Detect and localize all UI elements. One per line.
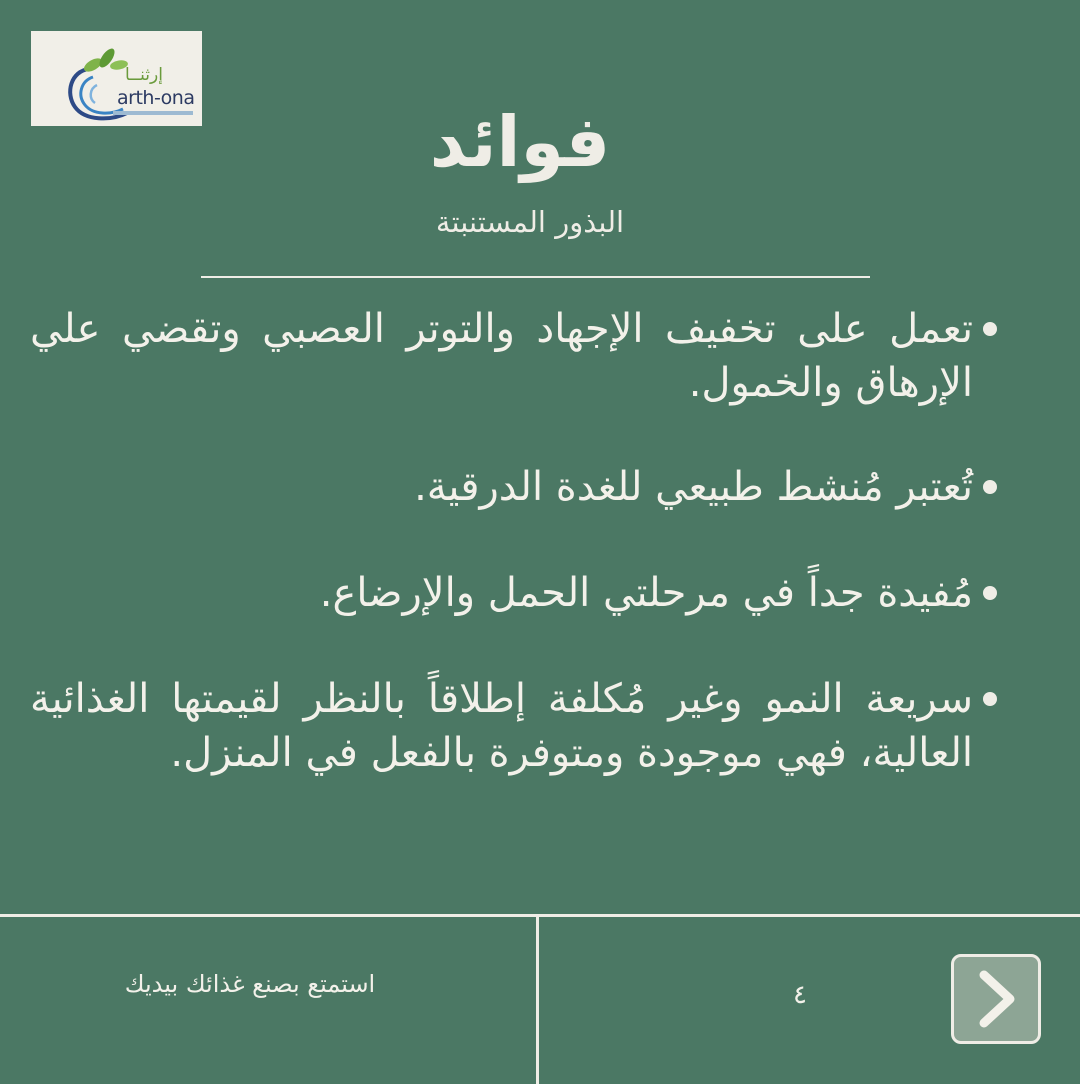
- bullet-dot: [983, 586, 997, 600]
- logo: [31, 31, 202, 126]
- benefit-text: تُعتبر مُنشط طبيعي للغدة الدرقية.: [414, 464, 973, 510]
- page-number: ٤: [793, 980, 807, 1010]
- logo-english-name: arth-ona: [117, 87, 195, 109]
- benefit-text: مُفيدة جداً في مرحلتي الحمل والإرضاع.: [319, 570, 973, 616]
- header-divider: [201, 276, 870, 278]
- footer-vertical-divider: [536, 917, 539, 1084]
- bullet-dot: [983, 480, 997, 494]
- bullet-dot: [983, 322, 997, 336]
- bullet-dot: [983, 692, 997, 706]
- footer-slogan: استمتع بصنع غذائك بيديك: [124, 970, 376, 998]
- chevron-right-icon: [954, 957, 1038, 1041]
- logo-tagline-bar: [113, 111, 193, 115]
- page-subtitle: البذور المستنبتة: [435, 205, 625, 239]
- page-title: فوائد: [429, 101, 611, 183]
- benefit-text: سريعة النمو وغير مُكلفة إطلاقاً بالنظر لقيمتها الغذائية العالية، فهي موجودة ومتوفرة بالفعل في المنزل.: [30, 676, 973, 776]
- next-page-button[interactable]: [951, 954, 1041, 1044]
- benefit-text: تعمل على تخفيف الإجهاد والتوتر العصبي وتقضي علي الإرهاق والخمول.: [30, 306, 973, 406]
- footer-divider: [0, 914, 1080, 917]
- logo-arabic-name: إرثنــا: [125, 65, 163, 85]
